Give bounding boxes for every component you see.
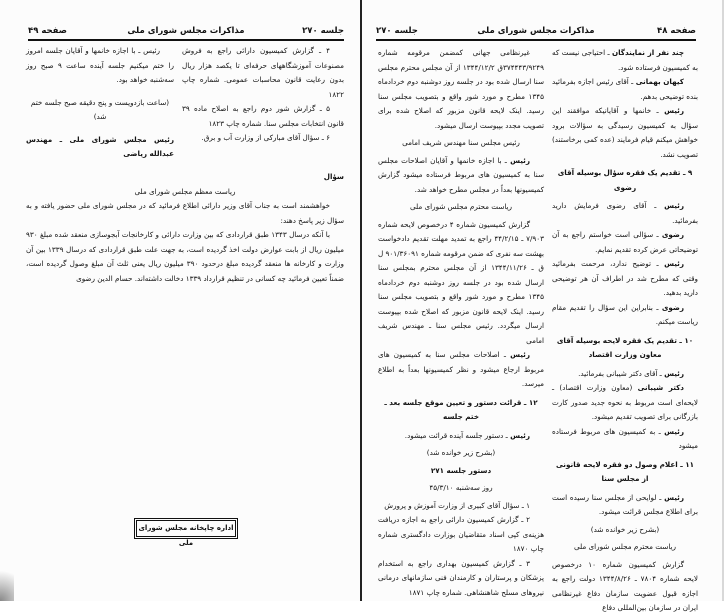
paragraph <box>552 199 698 228</box>
speaker-name: رئیس <box>510 155 530 165</box>
paragraph-text: ـ توضیح ندارد، مرحمت بفرمائید وقتی که مطرح شد در اطراف آن هر توضیحی دارید بدهید. <box>552 259 698 297</box>
paragraph <box>552 75 698 104</box>
centered-line: ریاست محترم مجلس شورای ملی <box>573 542 677 551</box>
section-heading: ۱۱ ـ اعلام وصول دو فقره لایحه قانونی از مجلس سنا <box>556 459 694 483</box>
press-stamp: اداره چاپخانه مجلس شورای ملی <box>136 520 236 537</box>
paragraph <box>552 257 698 301</box>
speaker-name: چند نفر از نمایندگان <box>611 48 685 57</box>
centered-line: (بشرح زیر خوانده شد) <box>426 448 496 457</box>
running-title: مذاکرات مجلس شورای ملی <box>477 26 595 36</box>
speaker-name: رئیس <box>510 350 530 359</box>
speaker-name: رضوی <box>661 230 684 239</box>
question-addressee: ریاست معظم مجلس شورای ملی <box>134 186 236 196</box>
question-section <box>26 170 344 286</box>
paragraph-text: ـ سؤالی است خواستم راجع به آن توضیحاتی عرض کرده تقدیم نمایم. <box>552 230 698 254</box>
question-request: خواهشمند است به جناب آقای وزیر دارائی اطلاع فرمائید که در مجلس شورای ملی حضور یافته و به سؤال زیر پاسخ دهند: <box>26 201 344 225</box>
paragraph <box>552 301 698 330</box>
paragraph-text: ـ احتیاجی نیست که به کمیسیون فرستاده شود. <box>552 48 698 72</box>
speaker-name: رئیس <box>664 201 684 210</box>
speaker-name: کیهان بهمانی <box>635 77 684 86</box>
session-number: جلسه ۲۷۰ <box>302 26 344 36</box>
paragraph <box>378 429 544 444</box>
paragraph <box>378 557 544 601</box>
running-title: مذاکرات مجلس شورای ملی <box>127 26 245 36</box>
speaker-name: رئیس <box>510 430 530 440</box>
paragraph-text: ـ بنابراین این سؤال را تقدیم مقام ریاست میکنم. <box>552 302 698 326</box>
right-page-right-column <box>552 46 698 616</box>
question-heading: سؤال <box>323 172 344 181</box>
paragraph <box>378 218 544 349</box>
paragraph-text: غیرنظامی جهانی کمضمن مرقومه شماره ۳۷۴۴۴۳/۹۲۴۹ق ۱۳۴۴/۱۲/۲ از آن مجلس محترم مجلس سنا ارسال شده بود در جلسه روز دوشنبه دوم خردادماه ۱۳۴۵ مطرح و مورد شور واقع و بتصویب مجلس سنا رسید. اینک لایحه قانون مزبور که اصلاح شده برای تصویب مجدد بپیوست ارسال میشود. <box>378 48 544 130</box>
agenda-item: ۴ ـ گزارش کمیسیون دارائی راجع به فروش مصنوعات آموزشگاههای حرفه‌ای تا یکصد هزار ریال بدون رعایت قانون محاسبات عمومی. شماره چاپ ۱۸۲۲ <box>182 46 344 99</box>
paragraph-text: ـ آقای رئیس اجازه بفرمائید بنده توضیحی بدهم. <box>552 77 698 101</box>
centered-line: رئیس مجلس سنا مهندس شریف امامی <box>402 138 520 147</box>
left-page <box>0 0 362 601</box>
paragraph-text: ـ آقای دکتر شیبانی بفرمائید. <box>578 368 665 378</box>
paragraph-text: ۳ ـ گزارش کمیسیون بهداری راجع به استخدام پزشکان و پرستاران و کارمندان فنی سازمانهای درمانی نیروهای مسلح شاهنشاهی. شماره چاپ ۱۸۷۱ <box>378 558 544 597</box>
paragraph <box>378 499 544 514</box>
paragraph-text: ـ خانمها و آقایانیکه موافقند این سؤال به کمیسیون رسیدگی به سؤالات برود خواهش میکنم قیام فرمایند (عده کمی برخاستند) تصویب نشد. <box>552 106 698 159</box>
speaker-name: رئیس <box>664 426 684 436</box>
speaker-name: رئیس <box>664 492 684 502</box>
centered-line: روز سه‌شنبه ۴۵/۳/۱۰ <box>429 483 493 492</box>
right-page-header <box>376 26 696 40</box>
paragraph-text: ـ دستور جلسه آینده قرائت میشود. <box>404 430 511 440</box>
paragraph-text: (معاون وزارت اقتصاد) ـ لایحه‌ای است مربوط به نحوه جدید صدور کارت بازرگانی برای تصویب تقدیم میشود. <box>552 383 698 421</box>
agenda-item: ۵ ـ گزارش شور دوم راجع به اصلاح ماده ۳۹ قانون انتخابات مجلس سنا. شماره چاپ ۱۸۲۳ <box>182 104 344 128</box>
right-page-left-column <box>378 46 544 600</box>
speaker-name: رئیس <box>664 368 684 378</box>
agenda-title: دستور جلسه ۲۷۱ <box>430 465 492 475</box>
paragraph <box>552 425 698 454</box>
paragraph-text: ـ اصلاحات مجلس سنا به کمیسیون های مربوط ارجاع میشود و نظر کمیسیونها بعداً به اطلاع میرسد. <box>378 350 544 388</box>
centered-line: (بشرح زیر خوانده شد) <box>590 524 660 534</box>
right-page <box>362 0 724 612</box>
centered-line: ریاست محترم مجلس شورای ملی <box>409 202 513 211</box>
speaker-name: رئیس <box>664 106 684 115</box>
paragraph <box>552 558 698 616</box>
agenda-item: ۶ ـ سؤال آقای مبارکی از وزارت آب و برق. <box>201 133 330 142</box>
paragraph <box>552 367 698 382</box>
paragraph-text: ـ با اجازه خانمها و آقایان اصلاحات مجلس سنا به کمیسیون های مربوط فرستاده میشود گزارش کمیسیونها بعداً در مجلس مطرح خواهد شد. <box>378 155 544 194</box>
session-number: جلسه ۲۷۰ <box>376 26 418 36</box>
paragraph <box>552 104 698 162</box>
paragraph-text: ـ به کمیسیون های مربوط فرستاده میشود <box>552 426 698 450</box>
paragraph <box>378 348 544 392</box>
paragraph-text: ـ آقای رضوی فرمایش دارید بفرمائید. <box>552 201 698 225</box>
paragraph <box>552 46 698 75</box>
header-rule <box>28 39 344 41</box>
header-rule <box>376 39 696 41</box>
paragraph <box>378 46 544 133</box>
paragraph-text: ۱ ـ سؤال آقای کبیری از وزارت آموزش و پرورش <box>384 500 530 510</box>
paragraph-text: ۲ ـ گزارش کمیسیون دارائی راجع به اجازه دریافت هزینه‌ی کپی اسناد متقاضیان بوزارت دادگستری شماره چاپ ۱۸۷۰ <box>378 515 544 553</box>
section-heading: ۱۰ ـ تقدیم یک فقره لایحه بوسیله آقای معاون وزارت اقتصاد <box>556 335 694 359</box>
left-page-right-column <box>182 44 344 146</box>
left-page-header <box>28 26 344 40</box>
page-number: صفحه ۴۹ <box>28 26 67 36</box>
closing-remark: رئیس ـ با اجازه خانمها و آقایان جلسه امروز را ختم میکنیم جلسه آینده ساعت ۹ صبح روز سه‌شنبه خواهد بود. <box>26 46 174 84</box>
speaker-name: دکتر شیبانی <box>637 383 684 392</box>
left-page-left-column <box>26 44 174 162</box>
paragraph <box>552 228 698 257</box>
scan-smudge <box>0 560 14 601</box>
speaker-name: رضوی <box>661 302 684 312</box>
paragraph <box>378 154 544 198</box>
paragraph <box>378 513 544 557</box>
paragraph-text: ـ لوایحی از مجلس سنا رسیده است برای اطلاع مجلس قرائت میشود. <box>552 492 698 516</box>
section-heading: ۹ ـ تقدیم یک فقره سؤال بوسیله آقای رضوی <box>557 168 693 192</box>
page-number: صفحه ۴۸ <box>657 26 696 36</box>
paragraph <box>552 491 698 520</box>
paragraph-text: گزارش کمیسیون شماره ۴ درخصوص لایحه شماره ۷/۹۰۳ ـ ۴۴/۲/۱۵ راجع به تمدید مهلت تقدیم دادخواست بهشت سه نفری که ضمن مرقومه شماره ۹۰۱/۳۶۰۹۱ ل ق ـ ۱۳۴۴/۱۱/۲۶ از آن مجلس محترم بمجلس سنا ارسال شده بود در جلسه روز دوشنبه دوم خردادماه ۱۳۴۵ مطرح و مورد شور واقع و بتصویب مجلس سنا رسید. اینک لایحه قانون مزبور که اصلاح شده بپیوست ارسال میگردد. رئیس مجلس سنا ـ مهندس شریف امامی <box>378 219 544 345</box>
paragraph <box>552 381 698 425</box>
session-end-note: (ساعت بازدویست و پنج دقیقه صبح جلسه ختم شد) <box>30 97 170 121</box>
section-heading: ۱۲ ـ قرائت دستور و تعیین موقع جلسه بعد ـ ختم جلسه <box>384 397 538 421</box>
question-body: با آنکه درسال ۱۳۴۳ طبق قراردادی که بین وزارت دارائی و کارخانجات آبجوسازی منعقد شده مبلغ ۹۳۰ میلیون ریال از بابت عوارض دولت اخذ گردیده است، به جهت علت طبق قراردادی که درسال ۱۳۳۹ بین آن وزارت و کارخانه ها منعقد گردیده مبلغ درحدود ۳۹۰ میلیون ریال یعنی ثلث آن مبلغ وصول گردیده است، ضمناً تعیین فرمائید چه کسانی در تنظیم قرارداد ۱۳۳۹ دخالت داشته‌اند. حسام الدین رضوی <box>26 230 344 283</box>
speaker-name: رئیس <box>664 259 684 268</box>
paragraph-text: گزارش کمیسیون شماره ۱۰ درخصوص لایحه شماره ۷۸۰۴ ـ ۱۳۴۴/۸/۲۶ دولت راجع به اجازه قبول عضویت سازمان دفاع غیرنظامی ایران در سازمان بین‌المللی دفاع <box>552 559 698 612</box>
speaker-signature: رئیس مجلس شورای ملی ـ مهندس عبدالله ریاضی <box>26 134 174 158</box>
